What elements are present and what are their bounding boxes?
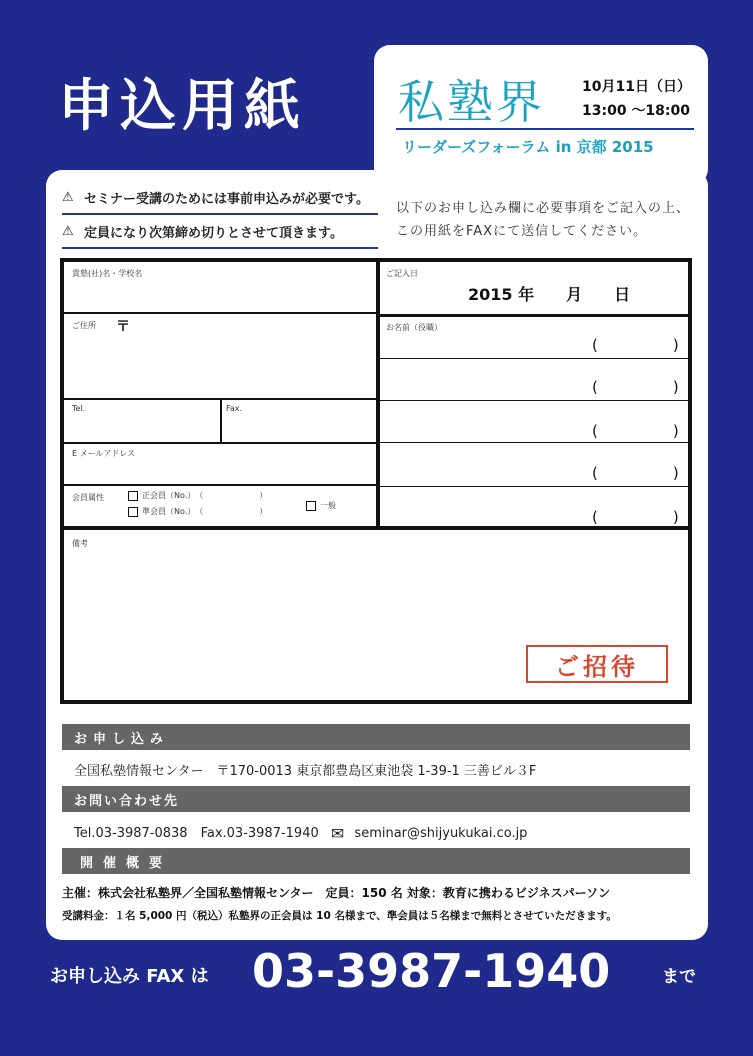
name-field[interactable]: ( ): [592, 422, 679, 440]
forum-divider: [396, 128, 694, 130]
invitation-stamp: ご招待: [526, 645, 668, 683]
overview-line-1: 主催：株式会社私塾界／全国私塾情報センター 定員：150 名 対象：教育に携わるビジネスパーソン: [62, 886, 611, 900]
form-divider: [380, 442, 688, 443]
names-label: お名前（役職）: [386, 323, 442, 332]
fax-number: 03-3987-1940: [252, 944, 611, 998]
entry-date-label: ご記入日: [386, 269, 418, 278]
entry-date-field[interactable]: 2015 年 月 日: [468, 285, 631, 304]
application-form: [60, 258, 692, 704]
member-regular-option[interactable]: [128, 490, 267, 501]
email-field[interactable]: E メールアドレス: [72, 449, 136, 458]
remarks-field[interactable]: 備考: [72, 539, 88, 548]
warning-icon: ⚠: [62, 190, 74, 205]
checkbox[interactable]: [128, 491, 138, 501]
name-field[interactable]: ( ): [592, 464, 679, 482]
form-divider: [64, 484, 376, 486]
notice-text: セミナー受講のためには事前申込みが必要です。: [84, 192, 369, 207]
postal-mark: 〒: [116, 319, 130, 335]
logo: 私塾界: [398, 75, 545, 129]
school-name-field[interactable]: 貴塾(社)名・学校名: [72, 269, 143, 278]
checkbox[interactable]: [128, 507, 138, 517]
form-divider: [376, 262, 380, 528]
notice-prior-registration: [62, 188, 378, 215]
option-label: 一般: [320, 501, 336, 510]
option-label: 準会員（No.） （ ）: [142, 507, 268, 516]
contact-email[interactable]: seminar@shijyukukai.co.jp: [354, 826, 528, 841]
name-field[interactable]: ( ): [592, 378, 679, 396]
member-type-label: 会員属性: [72, 493, 104, 502]
warning-icon: ⚠: [62, 224, 74, 239]
form-divider: [64, 312, 376, 314]
fax-field[interactable]: Fax.: [226, 404, 243, 413]
option-label: 正会員（No.） （ ）: [142, 491, 268, 500]
form-divider: [380, 358, 688, 359]
name-field[interactable]: ( ): [592, 508, 679, 526]
notice-text: 定員になり次第締め切りとさせて頂きます。: [84, 226, 343, 241]
overview-section-header: 開催概要: [62, 848, 690, 874]
page-title: 申込用紙: [58, 74, 306, 139]
intro-line-2: この用紙をFAXにて送信してください。: [396, 224, 648, 239]
forum-name: リーダーズフォーラム in 京都 2015: [402, 138, 654, 156]
apply-section-header: お申し込み: [62, 724, 690, 750]
checkbox[interactable]: [306, 501, 316, 511]
mail-icon: ✉: [330, 824, 345, 843]
form-divider: [380, 400, 688, 401]
contact-section-header: お問い合わせ先: [62, 786, 690, 812]
tel-field[interactable]: Tel.: [72, 404, 86, 413]
notice-capacity: [62, 222, 378, 249]
form-divider: [380, 486, 688, 487]
form-divider: [220, 400, 222, 443]
contact-tel-fax: Tel.03-3987-0838 Fax.03-3987-1940: [74, 826, 319, 841]
form-divider: [380, 314, 688, 317]
fax-prefix: お申し込み FAX は: [50, 966, 209, 987]
fax-suffix: まで: [662, 967, 696, 987]
contact-info: [74, 822, 527, 843]
event-time: 13:00 ～18:00: [582, 103, 691, 119]
member-general-option[interactable]: [306, 500, 336, 511]
event-date: 10月11日（日）: [582, 79, 691, 95]
apply-address: 全国私塾情報センター 〒170-0013 東京都豊島区東池袋 1-39-1 三善ビル３F: [74, 764, 537, 779]
intro-line-1: 以下のお申し込み欄に必要事項をご記入の上、: [396, 201, 691, 216]
address-field[interactable]: ご住所: [72, 321, 96, 330]
name-field[interactable]: ( ): [592, 336, 679, 354]
member-associate-option[interactable]: [128, 506, 267, 517]
overview-line-2: 受講料金：１名 5,000 円（税込）私塾界の正会員は 10 名様まで、準会員は５名様まで無料とさせていただきます。: [62, 910, 617, 922]
